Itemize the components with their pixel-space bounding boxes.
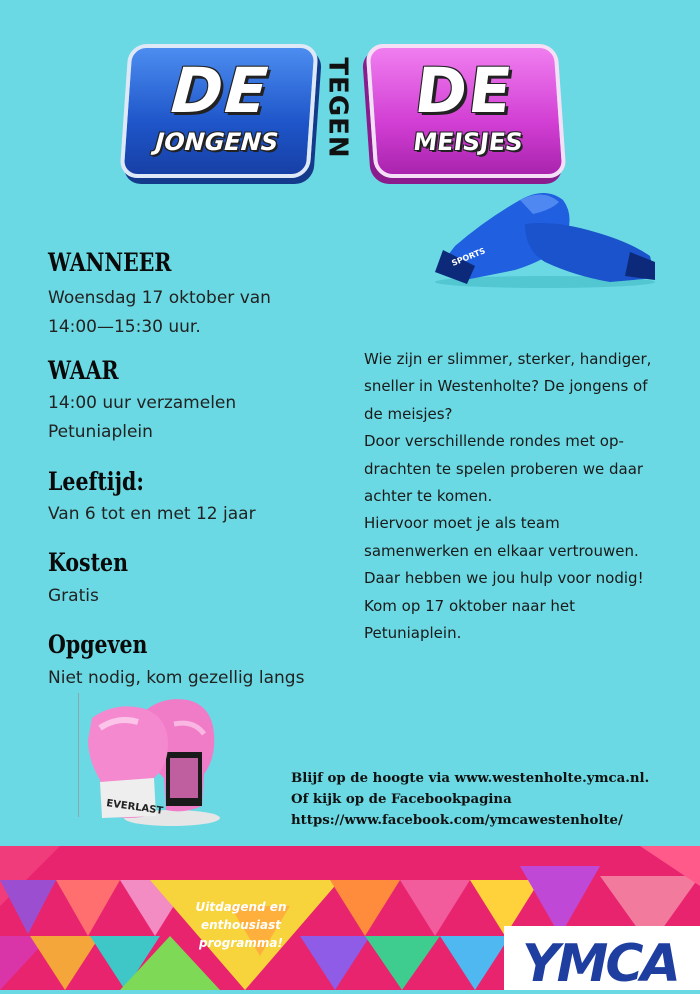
- pink-boxing-gloves-image: [84, 694, 224, 834]
- logo-left-big: DE: [168, 54, 272, 127]
- description-line: drachten te spelen proberen we daar: [364, 459, 644, 478]
- description-block: [364, 346, 664, 647]
- logo-right-big: DE: [413, 54, 517, 127]
- description-line: de meisjes?: [364, 404, 453, 423]
- blue-boxing-gloves-image: [425, 180, 665, 290]
- divider-line: [78, 693, 79, 817]
- logo-right-small: MEISJES: [412, 128, 524, 156]
- description-line: achter te komen.: [364, 487, 493, 506]
- kosten-text: [48, 582, 99, 611]
- logo-de-meisjes: [365, 44, 566, 178]
- description-line: Wie zijn er slimmer, sterker, handiger,: [364, 350, 652, 368]
- wanneer-line-2: 14:00—15:30 uur.: [48, 317, 201, 337]
- slogan-line-3: programma!: [199, 936, 283, 950]
- description-line: sneller in Westenholte? De jongens of: [364, 377, 648, 396]
- slogan-line-1: Uitdagend en: [195, 900, 287, 914]
- logo-de-jongens: [119, 44, 318, 178]
- description-line: Daar hebben we jou hulp voor nodig!: [364, 569, 644, 588]
- leeftijd-text: [48, 500, 256, 529]
- wanneer-line-1: Woensdag 17 oktober van: [48, 288, 271, 308]
- slogan-line-2: enthousiast: [201, 918, 281, 932]
- opgeven-line-1: Niet nodig, kom gezellig langs: [48, 668, 305, 688]
- logo-tegen: [313, 52, 363, 164]
- description-line: Petuniaplein.: [364, 624, 462, 643]
- footer-line-1: Blijf op de hoogte via www.westenholte.ymca.nl.: [291, 771, 650, 786]
- heading-wanneer: WANNEER: [48, 248, 172, 277]
- slogan: [166, 898, 316, 952]
- description-line: samenwerken en elkaar vertrouwen.: [364, 541, 639, 560]
- waar-line-2: Petuniaplein: [48, 422, 153, 442]
- heading-leeftijd: Leeftijd:: [48, 467, 144, 496]
- blue-glove-label: SPORTS: [450, 246, 487, 268]
- waar-text: [48, 389, 236, 447]
- logo-left-small: JONGENS: [154, 128, 280, 156]
- footer-line-3: https://www.facebook.com/ymcawestenholte/: [291, 813, 623, 828]
- opgeven-text: [48, 664, 304, 693]
- logo-tegen-text: TEGEN: [323, 57, 354, 159]
- waar-line-1: 14:00 uur verzamelen: [48, 393, 237, 413]
- description-line: Hiervoor moet je als team: [364, 514, 560, 533]
- description-line: Kom op 17 oktober naar het: [364, 596, 576, 615]
- pink-glove-label: EVERLAST: [105, 798, 164, 817]
- ymca-logo: YMCA: [522, 934, 678, 994]
- heading-kosten: Kosten: [48, 548, 129, 577]
- leeftijd-line-1: Van 6 tot en met 12 jaar: [48, 504, 256, 524]
- wanneer-text: [48, 284, 271, 342]
- heading-opgeven: Opgeven: [48, 630, 148, 659]
- description-line: Door verschillende rondes met op-: [364, 432, 624, 451]
- kosten-line-1: Gratis: [48, 586, 99, 606]
- heading-waar: WAAR: [48, 356, 119, 385]
- footer-info: [291, 768, 649, 831]
- footer-line-2: Of kijk op de Facebookpagina: [291, 792, 512, 807]
